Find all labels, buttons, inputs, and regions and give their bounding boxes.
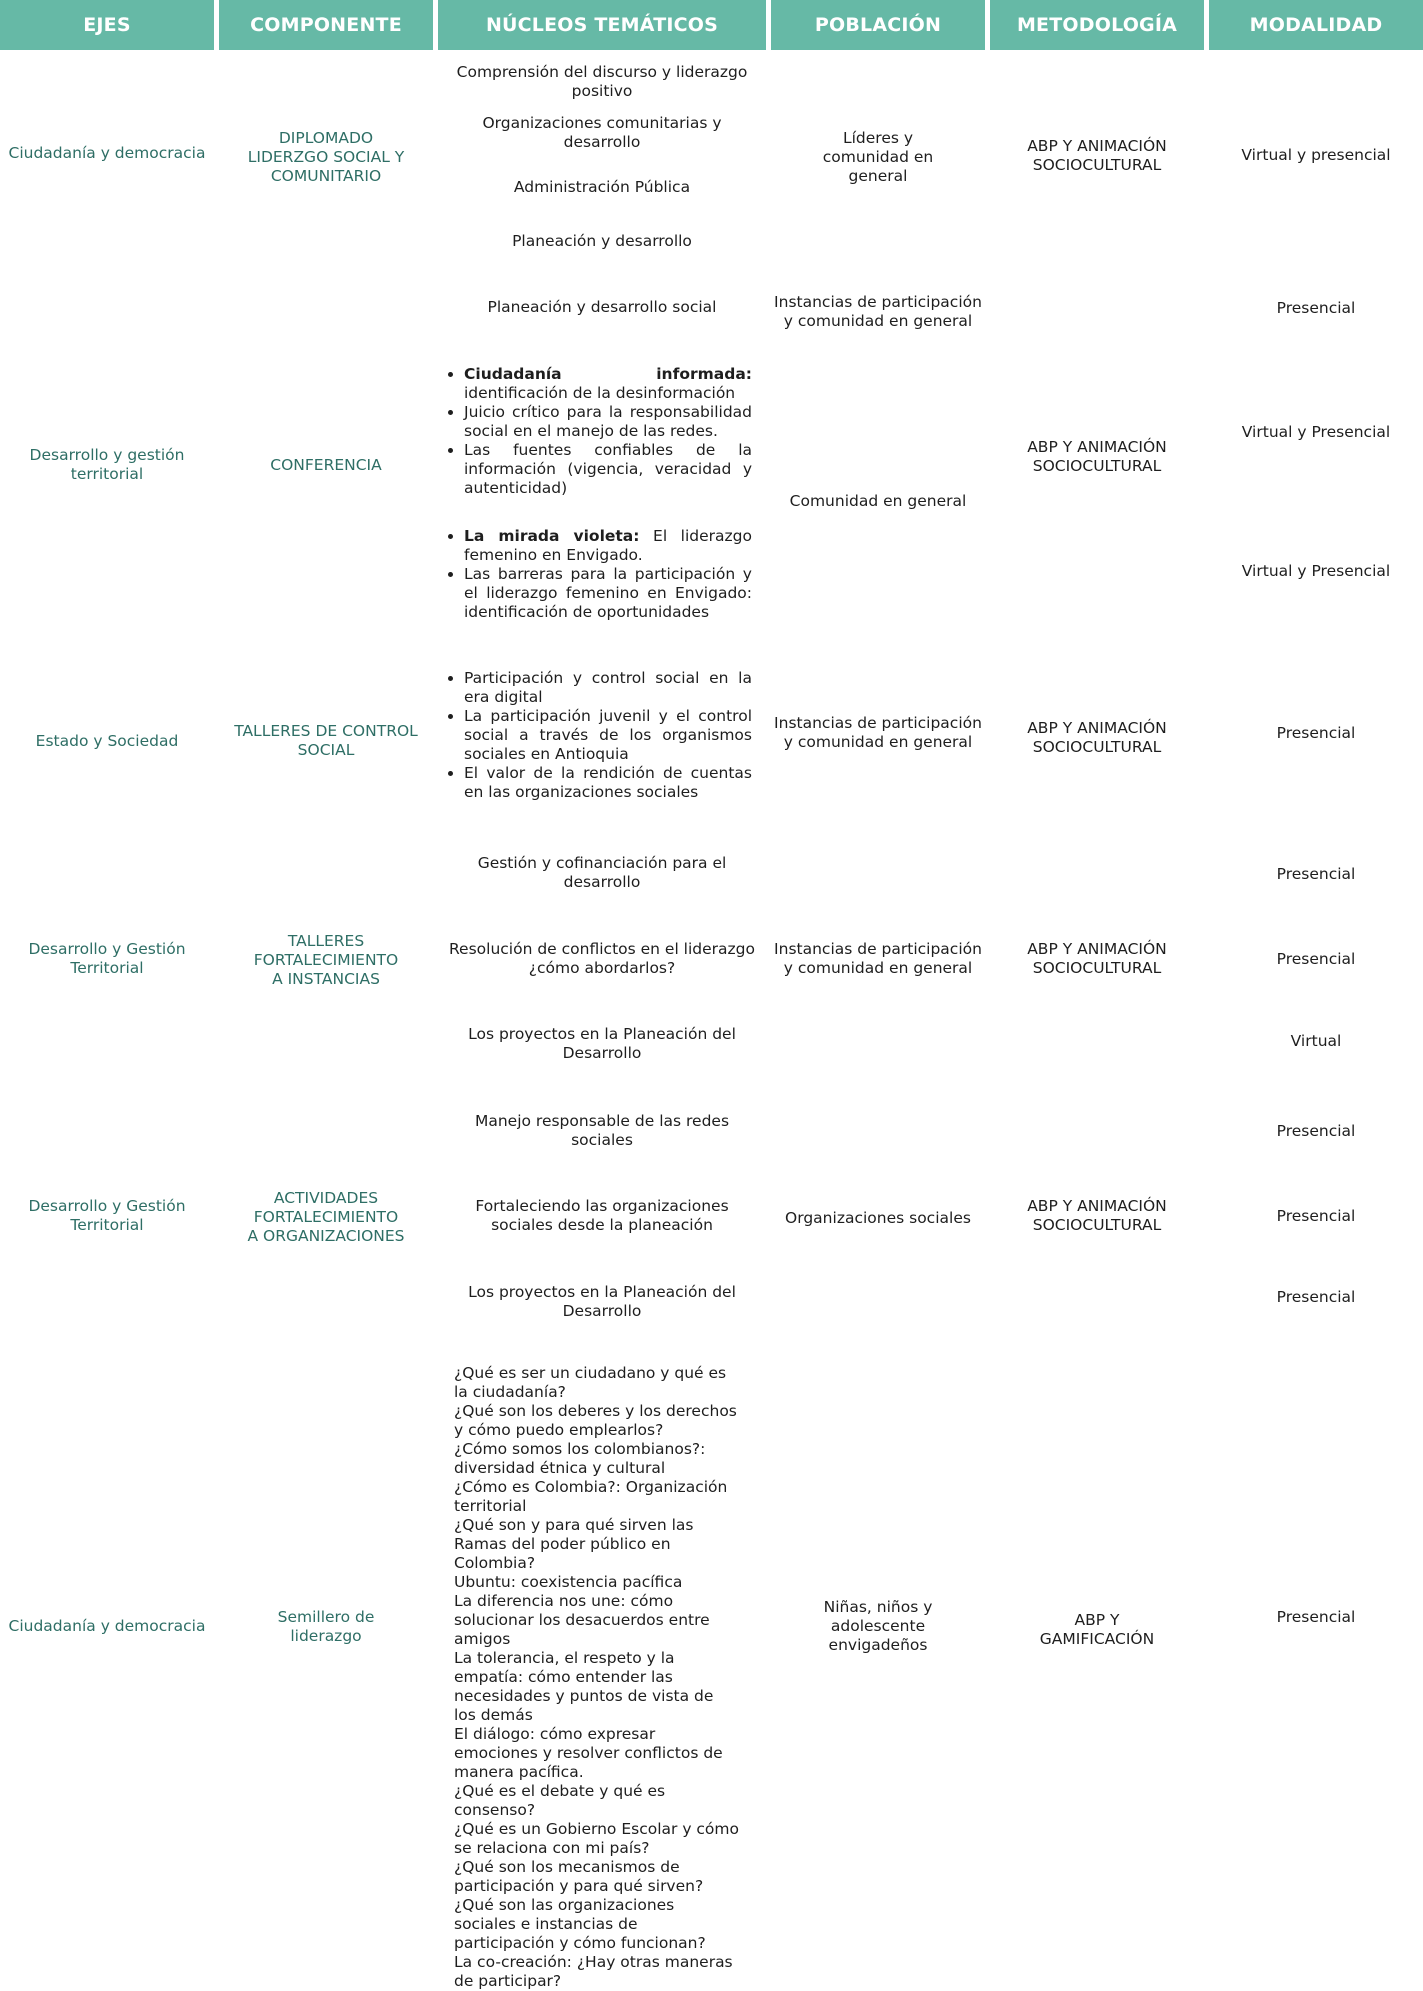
bullet-item: • Juicio crítico para la responsabilidad social en el manejo de las redes. [464,403,752,441]
nucleo-item: Planeación y desarrollo [512,231,692,250]
modalidad-cell: Virtual y Presencial [1241,422,1391,441]
semillero-nucleos [454,1364,740,1990]
nucleo-item: Planeación y desarrollo social [487,297,717,316]
modalidad-cell: Presencial [1276,298,1356,317]
metodologia-cell: ABP Y ANIMACIÓN SOCIOCULTURAL [1027,438,1167,475]
eje-cell: Estado y Sociedad [35,731,179,750]
modalidad-cell: Presencial [1276,949,1356,968]
modalidad-cell: Presencial [1276,1121,1356,1140]
componente-cell: TALLERES FORTALECIMIENTO A INSTANCIAS [253,931,399,988]
nucleo-item: Los proyectos en la Planeación del Desarrollo [468,1283,736,1320]
bullet-list [446,668,752,802]
modalidad-cell: Presencial [1276,723,1356,742]
header-ejes: EJES [0,0,214,50]
metodologia-cell: ABP Y ANIMACIÓN SOCIOCULTURAL [1027,137,1167,174]
eje-cell: Ciudadanía y democracia [8,143,206,162]
nucleo-item: ¿Qué es el debate y qué es consenso? [454,1782,666,1819]
metodologia-cell: ABP Y ANIMACIÓN SOCIOCULTURAL [1027,1197,1167,1234]
nucleo-item: Los proyectos en la Planeación del Desarrollo [468,1025,736,1062]
header-modalidad: MODALIDAD [1209,0,1423,50]
metodologia-cell: ABP Y ANIMACIÓN SOCIOCULTURAL [1027,940,1167,977]
nucleo-item: La tolerancia, el respeto y la empatía: cómo entender las necesidades y puntos de vista de los demás [454,1649,714,1724]
header-nucleos: NÚCLEOS TEMÁTICOS [438,0,766,50]
modalidad-cell: Virtual [1290,1031,1342,1050]
poblacion-cell: Comunidad en general [789,491,967,510]
nucleo-item: ¿Qué son los deberes y los derechos y cómo puedo emplearlos? [454,1402,737,1439]
bullet-item: • La mirada violeta: El liderazgo femenino en Envigado. [464,527,752,565]
modalidad-cell: Presencial [1276,1287,1356,1306]
nucleo-item: Comprensión del discurso y liderazgo positivo [456,63,748,100]
nucleo-item: El diálogo: cómo expresar emociones y resolver conflictos de manera pacífica. [454,1725,723,1781]
poblacion-cell: Instancias de participación y comunidad en general [774,714,982,751]
nucleo-item: La diferencia nos une: cómo solucionar los desacuerdos entre amigos [454,1592,710,1648]
metodologia-cell: ABP Y ANIMACIÓN SOCIOCULTURAL [1027,719,1167,756]
componente-cell: Semillero de liderazgo [277,1608,375,1645]
modalidad-cell: Presencial [1276,864,1356,883]
bullet-item: • Participación y control social en la era digital [464,669,752,707]
nucleo-item: La co-creación: ¿Hay otras maneras de participar? [454,1953,733,1990]
nucleo-item: ¿Qué son las organizaciones sociales e instancias de participación y cómo funcionan? [454,1896,706,1952]
nucleo-item: ¿Qué son y para qué sirven las Ramas del poder público en Colombia? [454,1516,694,1572]
header-poblacion: POBLACIÓN [771,0,985,50]
header-metodologia: METODOLOGÍA [990,0,1204,50]
modalidad-cell: Presencial [1276,1206,1356,1225]
eje-cell: Desarrollo y Gestión Territorial [28,1197,186,1234]
nucleo-item: Fortaleciendo las organizaciones sociales desde la planeación [475,1197,729,1234]
eje-cell: Ciudadanía y democracia [8,1616,206,1635]
nucleo-item: Resolución de conflictos en el liderazgo ¿cómo abordarlos? [448,940,756,977]
nucleo-item: ¿Qué es un Gobierno Escolar y cómo se relaciona con mi país? [454,1820,740,1857]
nucleo-item: ¿Qué es ser un ciudadano y qué es la ciudadanía? [454,1364,727,1401]
bullet-list [446,364,752,497]
componente-cell: CONFERENCIA [270,455,382,474]
nucleo-item: Gestión y cofinanciación para el desarrollo [477,854,727,891]
bullet-item: • Las barreras para la participación y el liderazgo femenino en Envigado: identificación de oportunidades [464,565,752,622]
nucleo-item: Manejo responsable de las redes sociales [474,1112,730,1149]
header-componente: COMPONENTE [219,0,433,50]
bullet-item: • Ciudadanía informada: identificación de la desinformación [464,365,752,403]
poblacion-cell: Organizaciones sociales [785,1208,971,1227]
bullet-item: • El valor de la rendición de cuentas en las organizaciones sociales [464,764,752,802]
componente-cell: TALLERES DE CONTROL SOCIAL [234,722,418,759]
componente-cell: ACTIVIDADES FORTALECIMIENTO A ORGANIZACIONES [247,1188,405,1245]
nucleo-item: Ubuntu: coexistencia pacífica [454,1573,683,1591]
metodologia-cell: ABP Y GAMIFICACIÓN [1039,1611,1155,1648]
eje-cell: Desarrollo y gestión territorial [29,446,185,483]
modalidad-cell: Virtual y presencial [1241,145,1391,164]
nucleo-item: ¿Cómo somos los colombianos?: diversidad étnica y cultural [454,1440,706,1477]
bullet-item: • La participación juvenil y el control social a través de los organismos sociales en Antioquia [464,707,752,764]
nucleo-item: Organizaciones comunitarias y desarrollo [482,114,722,151]
bullet-list [446,526,752,622]
modalidad-cell: Presencial [1276,1607,1356,1626]
nucleo-item: ¿Qué son los mecanismos de participación y para qué sirven? [454,1858,704,1895]
eje-cell: Desarrollo y Gestión Territorial [28,940,186,977]
modalidad-cell: Virtual y Presencial [1241,561,1391,580]
poblacion-cell: Niñas, niños y adolescente envigadeños [823,1597,933,1654]
nucleo-item: Administración Pública [513,177,691,196]
nucleo-item: ¿Cómo es Colombia?: Organización territorial [454,1478,728,1515]
poblacion-cell: Instancias de participación y comunidad en general [774,293,982,330]
poblacion-cell: Líderes y comunidad en general [822,128,934,185]
bullet-item: • Las fuentes confiables de la información (vigencia, veracidad y autenticidad) [464,441,752,498]
poblacion-cell: Instancias de participación y comunidad en general [774,940,982,977]
componente-cell: DIPLOMADO LIDERZGO SOCIAL Y COMUNITARIO [247,128,405,185]
